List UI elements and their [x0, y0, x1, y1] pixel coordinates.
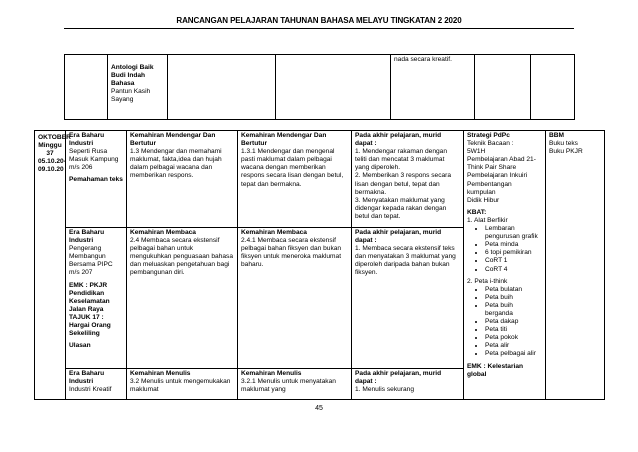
list-item: • Peta pokok: [485, 334, 542, 342]
row1-objective: [352, 131, 464, 228]
week-number: Minggu 37: [38, 142, 62, 158]
cell-theme: [108, 55, 168, 120]
strategy-title: Strategi PdPc: [467, 132, 510, 139]
row1-obj-3: 3. Menyatakan maklumat yang didengar kepada rakan dengan betul dan tepat.: [355, 196, 447, 220]
cell-ls-empty: [276, 55, 391, 120]
row3-learning-std: [238, 369, 352, 400]
emk-global: EMK : Kelestarian global: [467, 362, 524, 378]
row2-emk: EMK : PKJR Pendidikan Keselamatan Jalan Raya TAJUK 17 : Hargai Orang Sekeliling: [69, 281, 111, 338]
strategy-item: Pembelajaran Abad 21- Think Pair Share: [467, 156, 536, 172]
list-item: • Peta pelbagai alir: [485, 350, 542, 358]
cell-strategy-empty: [475, 55, 531, 120]
row2-ls-title: Kemahiran Membaca: [241, 229, 307, 236]
cell-standard-empty: [168, 55, 276, 120]
strategy-cell: [464, 131, 546, 400]
list-item: • Peta titi: [485, 326, 542, 334]
list-item: • Peta bulatan: [485, 286, 542, 294]
header-rule: [64, 28, 574, 29]
row1-standard: [127, 131, 238, 228]
row3-theme-text: Industri Kreatif: [69, 386, 112, 394]
list-item: • Peta alir: [485, 342, 542, 350]
row2-theme-title: Era Baharu Industri: [69, 229, 105, 245]
row2-standard: [127, 228, 238, 369]
row1-obj-1: 1. Mendengar rakaman dengan teliti dan mencatat 3 maklumat yang diperoleh.: [355, 148, 448, 172]
row1-std-title: Kemahiran Mendengar Dan Bertutur: [130, 132, 216, 148]
row3-standard: [127, 369, 238, 400]
row1-obj-2: 2. Memberikan 3 respons secara lisan dengan betul, tepat dan bermakna.: [355, 172, 452, 196]
cell-week-empty: [65, 55, 108, 120]
row3-std-title: Kemahiran Menulis: [130, 370, 191, 377]
week-month: OKTOBER: [38, 134, 71, 141]
objective-continued: nada secara kreatif.: [394, 56, 452, 63]
row3-ls-text: 3.2.1 Menulis untuk menyatakan maklumat yang: [241, 378, 336, 394]
bbm-cell: [546, 131, 605, 400]
row1-theme-title: Era Baharu Industri: [69, 132, 105, 148]
row2-ls-text: 2.4.1 Membaca secara ekstensif pelbagai bahan fiksyen dan bukan fiksyen untuk meneroka maklumat baharu.: [241, 237, 342, 269]
row3-objective: [352, 369, 464, 400]
row2-theme: [66, 228, 127, 369]
strategy-item: Pembelajaran Inkuiri: [467, 172, 528, 180]
strategy-item: Pembentangan kumpulan: [467, 180, 512, 196]
bbm-item: Buku teks: [549, 140, 578, 148]
row1-std-text: 1.3 Mendengar dan memahami maklumat, fakta,idea dan hujah dalam pelbagai wacana dan memberikan respons.: [130, 148, 222, 180]
row1-obj-title: Pada akhir pelajaran, murid dapat :: [355, 132, 442, 148]
row2-theme-text: Pengerang Membangun Bersama PIPC m/s 207: [69, 245, 113, 277]
page-number: 45: [315, 405, 323, 412]
row2-obj-text: 1. Membaca secara ekstensif teks dan menyatakan 3 maklumat yang diperoleh daripada bahan bukan fiksyen.: [355, 245, 456, 277]
cell-objective: [391, 55, 475, 120]
row1-theme: [66, 131, 127, 228]
row2-std-title: Kemahiran Membaca: [130, 229, 196, 236]
list-item: • Peta buih: [485, 294, 542, 302]
row3-theme: [66, 369, 127, 400]
kbat-title: KBAT:: [467, 208, 487, 216]
row1-theme-text: Seperti Rusa Masuk Kampung m/s 206: [69, 148, 119, 172]
row3-ls-title: Kemahiran Menulis: [241, 370, 302, 377]
list-item: • Peta buih berganda: [485, 302, 542, 318]
week-cell: [35, 131, 71, 400]
row3-std-text: 3.2 Menulis untuk mengemukakan maklumat: [130, 378, 231, 394]
list-item: • Lembaran pengurusan grafik: [485, 225, 542, 241]
bbm-item: Buku PKJR: [549, 148, 583, 156]
kbat-tools-list: [467, 225, 542, 274]
list-item: • Peta minda: [485, 241, 542, 249]
continued-table: [64, 54, 575, 120]
row2-learning-std: [238, 228, 352, 369]
antologi-text: Pantun Kasih Sayang: [111, 88, 151, 104]
kbat-ithink-list: [467, 286, 542, 359]
list-item: • CoRT 1: [485, 257, 542, 265]
list-item: • CoRT 4: [485, 266, 542, 274]
main-table: [34, 130, 605, 400]
list-item: • Peta dakap: [485, 318, 542, 326]
row1-ls-text: 1.3.1 Mendengar dan mengenal pasti maklumat dalam pelbagai wacana dengan memberikan respons secara lisan dengan betul, tepat dan bermakna.: [241, 148, 344, 188]
kbat-ithink: 2. Peta i-think: [467, 277, 508, 285]
page-title: RANCANGAN PELAJARAN TAHUNAN BAHASA MELAYU TINGKATAN 2 2020: [176, 16, 462, 25]
row2-std-text: 2.4 Membaca secara ekstensif pelbagai bahan untuk mengukuhkan penguasaan bahasa dan meluaskan pengetahuan bagi pembangunan diri.: [130, 237, 234, 277]
week-dates: 05.10.20-09.10.20: [38, 158, 66, 174]
cell-bbm-empty: [531, 55, 575, 120]
row2-ulasan: Ulasan: [69, 342, 91, 350]
strategy-item: Didik Hibur: [467, 196, 500, 204]
row3-theme-title: Era Baharu Industri: [69, 370, 105, 386]
row2-obj-title: Pada akhir pelajaran, murid dapat :: [355, 229, 442, 245]
kbat-tools: 1. Alat Berfikir: [467, 216, 508, 224]
strategy-item: Teknik Bacaan :: [467, 140, 514, 148]
row1-ls-title: Kemahiran Mendengar Dan Bertutur: [241, 132, 327, 148]
strategy-item: 5W1H: [467, 148, 486, 156]
antologi-title: Antologi Baik Budi Indah Bahasa: [111, 64, 154, 88]
row3-obj-text: 1. Menulis sekurang: [355, 386, 415, 394]
row1-learning-std: [238, 131, 352, 228]
bbm-title: BBM: [549, 132, 565, 139]
row1-theme-extra: Pemahaman teks: [69, 176, 123, 184]
list-item: • 6 topi pemikiran: [485, 249, 542, 257]
row2-objective: [352, 228, 464, 369]
row3-obj-title: Pada akhir pelajaran, murid dapat :: [355, 370, 442, 386]
